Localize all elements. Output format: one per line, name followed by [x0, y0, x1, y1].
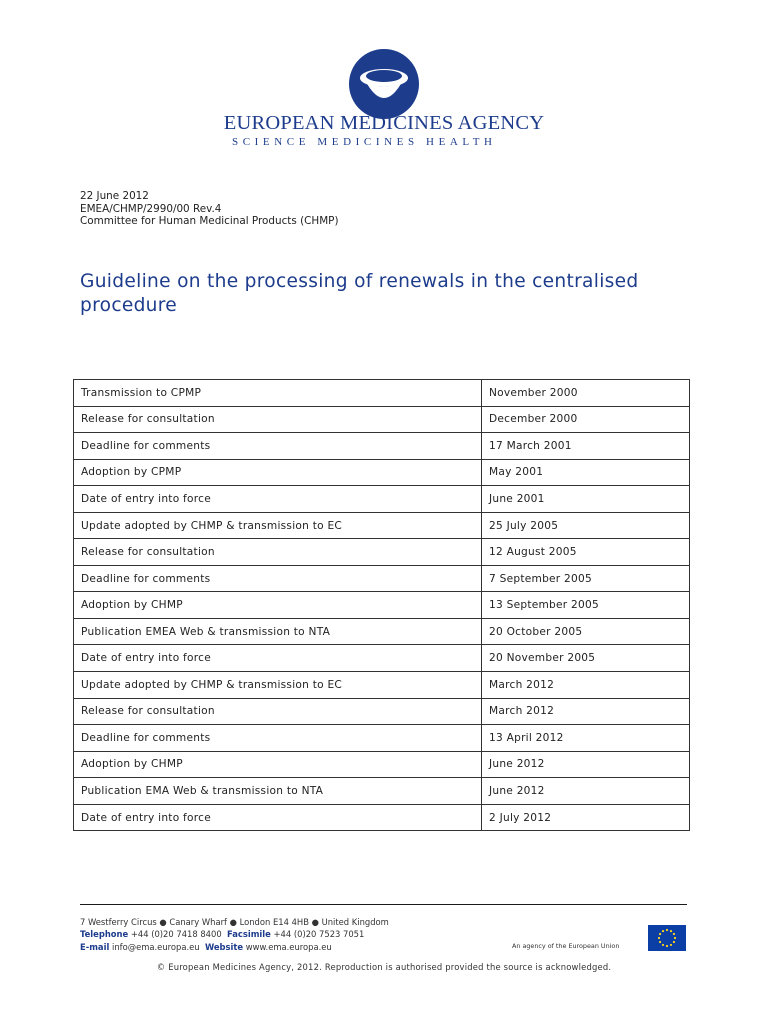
- eu-flag-icon: [648, 925, 686, 951]
- table-cell-event: Deadline for comments: [74, 565, 482, 592]
- table-row: [74, 380, 690, 407]
- table-row: [74, 539, 690, 566]
- website-label: Website: [204, 941, 244, 952]
- table-cell-date: 25 July 2005: [482, 512, 690, 539]
- table-row: [74, 778, 690, 805]
- footer-phone-line: [80, 928, 389, 940]
- document-date: 22 June 2012: [80, 190, 149, 202]
- table-cell-event: Release for consultation: [74, 406, 482, 433]
- table-row: [74, 565, 690, 592]
- ema-logo-icon: [0, 48, 768, 120]
- document-committee: Committee for Human Medicinal Products (CHMP): [80, 215, 339, 228]
- table-cell-event: Publication EMA Web & transmission to NTA: [74, 778, 482, 805]
- table-cell-event: Date of entry into force: [74, 645, 482, 672]
- table-cell-date: June 2012: [482, 751, 690, 778]
- telephone-value: +44 (0)20 7418 8400: [130, 929, 222, 940]
- table-cell-date: March 2012: [482, 698, 690, 725]
- website-value[interactable]: www.ema.europa.eu: [245, 941, 332, 952]
- table-cell-date: 20 October 2005: [482, 618, 690, 645]
- email-label: E-mail: [80, 941, 110, 952]
- table-cell-event: Publication EMEA Web & transmission to NTA: [74, 618, 482, 645]
- table-cell-date: 12 August 2005: [482, 539, 690, 566]
- table-cell-date: 7 September 2005: [482, 565, 690, 592]
- footer-divider: [80, 904, 687, 905]
- table-cell-event: Release for consultation: [74, 539, 482, 566]
- footer-address: 7 Westferry Circus ● Canary Wharf ● London E14 4HB ● United Kingdom: [80, 917, 389, 927]
- table-cell-date: December 2000: [482, 406, 690, 433]
- table-cell-event: Update adopted by CHMP & transmission to EC: [74, 672, 482, 699]
- facsimile-label: Facsimile: [227, 929, 271, 940]
- table-cell-event: Deadline for comments: [74, 725, 482, 752]
- document-title: Guideline on the processing of renewals in the centralised procedure: [80, 271, 639, 316]
- footer-contact: [80, 916, 389, 953]
- table-cell-event: Update adopted by CHMP & transmission to EC: [74, 512, 482, 539]
- table-cell-event: Deadline for comments: [74, 433, 482, 460]
- table-cell-date: 17 March 2001: [482, 433, 690, 460]
- table-cell-event: Transmission to CPMP: [74, 380, 482, 407]
- document-meta: [80, 190, 339, 228]
- table-cell-date: 13 September 2005: [482, 592, 690, 619]
- table-cell-event: Adoption by CHMP: [74, 751, 482, 778]
- table-row: [74, 751, 690, 778]
- table-cell-date: June 2012: [482, 778, 690, 805]
- copyright-notice: © European Medicines Agency, 2012. Reproduction is authorised provided the source is acknowledged.: [156, 962, 612, 972]
- table-cell-event: Adoption by CHMP: [74, 592, 482, 619]
- table-row: [74, 672, 690, 699]
- table-row: [74, 486, 690, 513]
- document-reference: EMEA/CHMP/2990/00 Rev.4: [80, 202, 222, 215]
- table-cell-date: March 2012: [482, 672, 690, 699]
- table-cell-date: May 2001: [482, 459, 690, 486]
- agency-tagline: SCIENCE MEDICINES HEALTH: [232, 136, 497, 148]
- table-cell-event: Adoption by CPMP: [74, 459, 482, 486]
- table-cell-event: Release for consultation: [74, 698, 482, 725]
- table-row: [74, 433, 690, 460]
- table-row: [74, 512, 690, 539]
- eu-agency-note: An agency of the European Union: [512, 942, 620, 950]
- table-row: [74, 406, 690, 433]
- table-row: [74, 592, 690, 619]
- footer-web-line: [80, 941, 389, 953]
- table-row: [74, 698, 690, 725]
- table-cell-event: Date of entry into force: [74, 804, 482, 831]
- table-cell-date: June 2001: [482, 486, 690, 513]
- table-cell-date: 13 April 2012: [482, 725, 690, 752]
- table-row: [74, 618, 690, 645]
- table-row: [74, 645, 690, 672]
- telephone-label: Telephone: [80, 929, 129, 940]
- table-row: [74, 804, 690, 831]
- agency-name: EUROPEAN MEDICINES AGENCY: [223, 112, 545, 134]
- table-row: [74, 459, 690, 486]
- table-cell-event: Date of entry into force: [74, 486, 482, 513]
- email-value[interactable]: info@ema.europa.eu: [112, 941, 200, 952]
- history-table: [73, 379, 690, 831]
- table-cell-date: November 2000: [482, 380, 690, 407]
- table-cell-date: 20 November 2005: [482, 645, 690, 672]
- table-row: [74, 725, 690, 752]
- table-cell-date: 2 July 2012: [482, 804, 690, 831]
- facsimile-value: +44 (0)20 7523 7051: [273, 929, 365, 940]
